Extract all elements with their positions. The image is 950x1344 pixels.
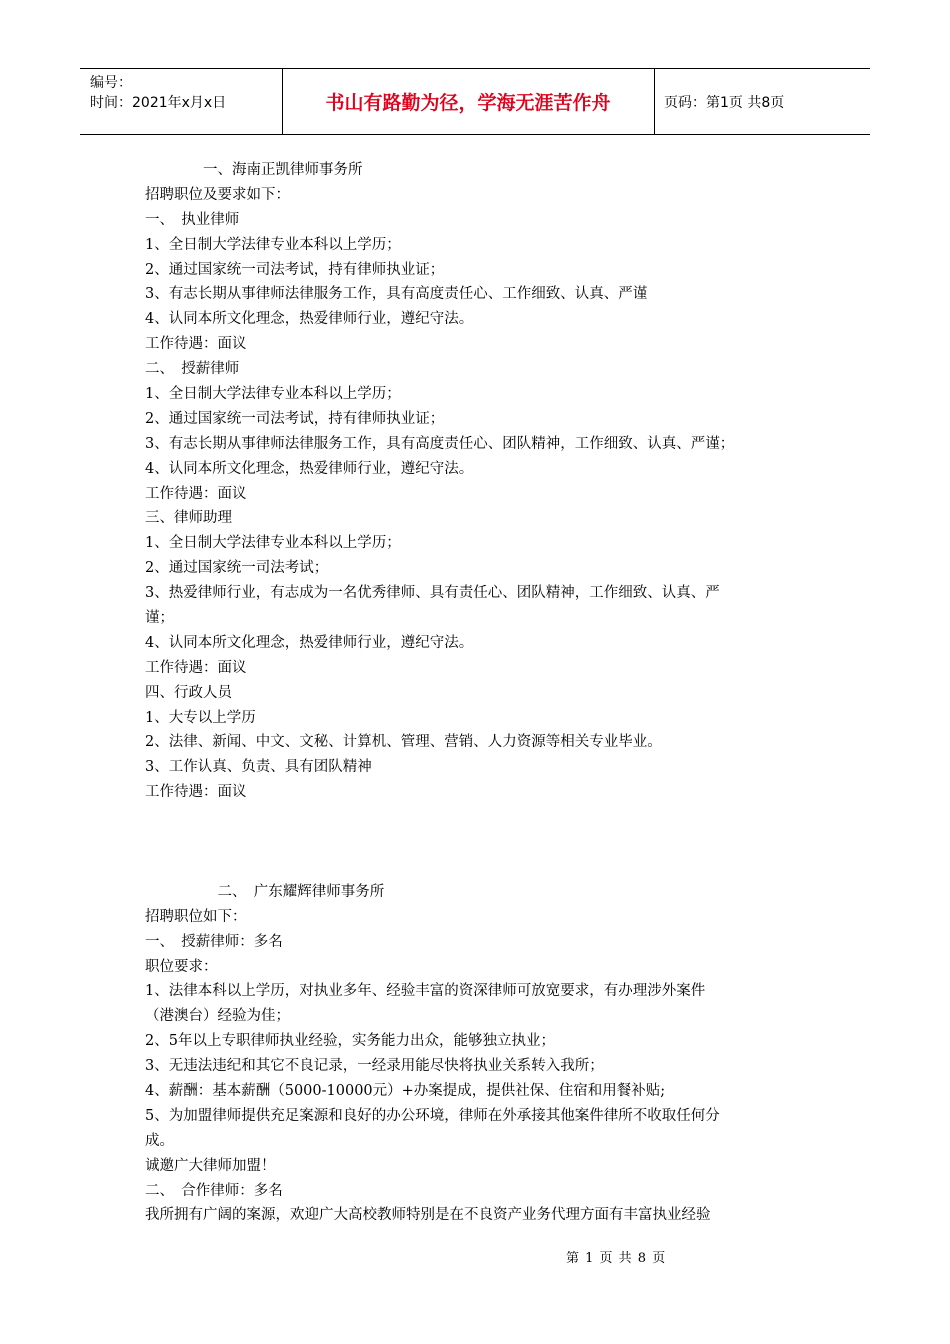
text-line: 1、全日制大学法律专业本科以上学历； [145,386,401,403]
text-line: 二、 合作律师：多名 [145,1182,283,1199]
text-line: 1、全日制大学法律专业本科以上学历； [145,535,401,552]
text-line: 5、为加盟律师提供充足案源和良好的办公环境，律师在外承接其他案件律所不收取任何分 [145,1107,720,1124]
text-line: 我所拥有广阔的案源，欢迎广大高校教师特别是在不良资产业务代理方面有丰富执业经验 [145,1207,711,1224]
text-line: 工作待遇：面议 [145,659,247,676]
text-line: 4、薪酬：基本薪酬（5000-10000元）+办案提成，提供社保、住宿和用餐补贴; [145,1082,666,1099]
text-line: 工作待遇：面议 [145,336,247,353]
text-line: 招聘职位如下： [145,908,247,925]
text-line: 3、有志长期从事律师法律服务工作，具有高度责任心、团队精神，工作细致、认真、严谨； [145,435,735,452]
text-line: 4、认同本所文化理念，热爱律师行业，遵纪守法。 [145,311,474,328]
text-line: 招聘职位及要求如下： [145,186,290,203]
text-line: 3、工作认真、负责、具有团队精神 [145,759,372,776]
text-line: 二、 授薪律师 [145,361,240,378]
text-line: 一、 执业律师 [145,211,240,228]
header-page-number: 页码：第1页 共8页 [664,94,785,111]
text-line: 2、5年以上专职律师执业经验，实务能力出众，能够独立执业； [145,1033,555,1050]
text-line: 1、全日制大学法律专业本科以上学历； [145,236,401,253]
text-line: 3、热爱律师行业，有志成为一名优秀律师、具有责任心、团队精神，工作细致、认真、严 [145,585,720,602]
text-line: 1、法律本科以上学历，对执业多年、经验丰富的资深律师可放宽要求，有办理涉外案件 [145,983,706,1000]
text-line: 职位要求： [145,958,218,975]
text-line: 3、无违法违纪和其它不良记录，一经录用能尽快将执业关系转入我所； [145,1058,604,1075]
text-line: 2、通过国家统一司法考试，持有律师执业证； [145,261,445,278]
text-line: 1、大专以上学历 [145,709,256,726]
text-line: 四、行政人员 [145,684,232,701]
text-line: 成。 [145,1132,174,1149]
text-line: 2、法律、新闻、中文、文秘、计算机、管理、营销、人力资源等相关专业毕业。 [145,734,662,751]
text-line: 工作待遇：面议 [145,784,247,801]
text-line: 工作待遇：面议 [145,485,247,502]
header-motto: 书山有路勤为径，学海无涯苦作舟 [325,92,611,114]
text-line: 一、海南正凯律师事务所 [145,162,363,178]
text-line: 诚邀广大律师加盟！ [145,1157,276,1174]
text-line: 二、 广东耀辉律师事务所 [145,883,385,900]
page-header [80,68,870,135]
page-footer: 第 1 页 共 8 页 [566,1251,667,1266]
section-hainan-zhengkai [145,158,825,805]
text-line: 一、 授薪律师：多名 [145,933,283,950]
text-line: 4、认同本所文化理念，热爱律师行业，遵纪守法。 [145,634,474,651]
header-divider-right [654,69,655,134]
document-body [145,158,825,1228]
text-line: 4、认同本所文化理念，热爱律师行业，遵纪守法。 [145,460,474,477]
document-number-label: 编号： [90,75,132,91]
text-line: 2、通过国家统一司法考试； [145,560,329,577]
text-line: （港澳台）经验为佳； [145,1008,290,1025]
section-spacer [145,805,825,880]
section-guangdong-yaohui [145,880,825,1228]
document-date-label: 时间：2021年x月x日 [90,95,227,111]
text-line: 谨； [145,610,174,627]
header-meta [90,73,285,113]
text-line: 2、通过国家统一司法考试，持有律师执业证； [145,410,445,427]
text-line: 3、有志长期从事律师法律服务工作，具有高度责任心、工作细致、认真、严谨 [145,286,648,303]
text-line: 三、律师助理 [145,510,232,527]
